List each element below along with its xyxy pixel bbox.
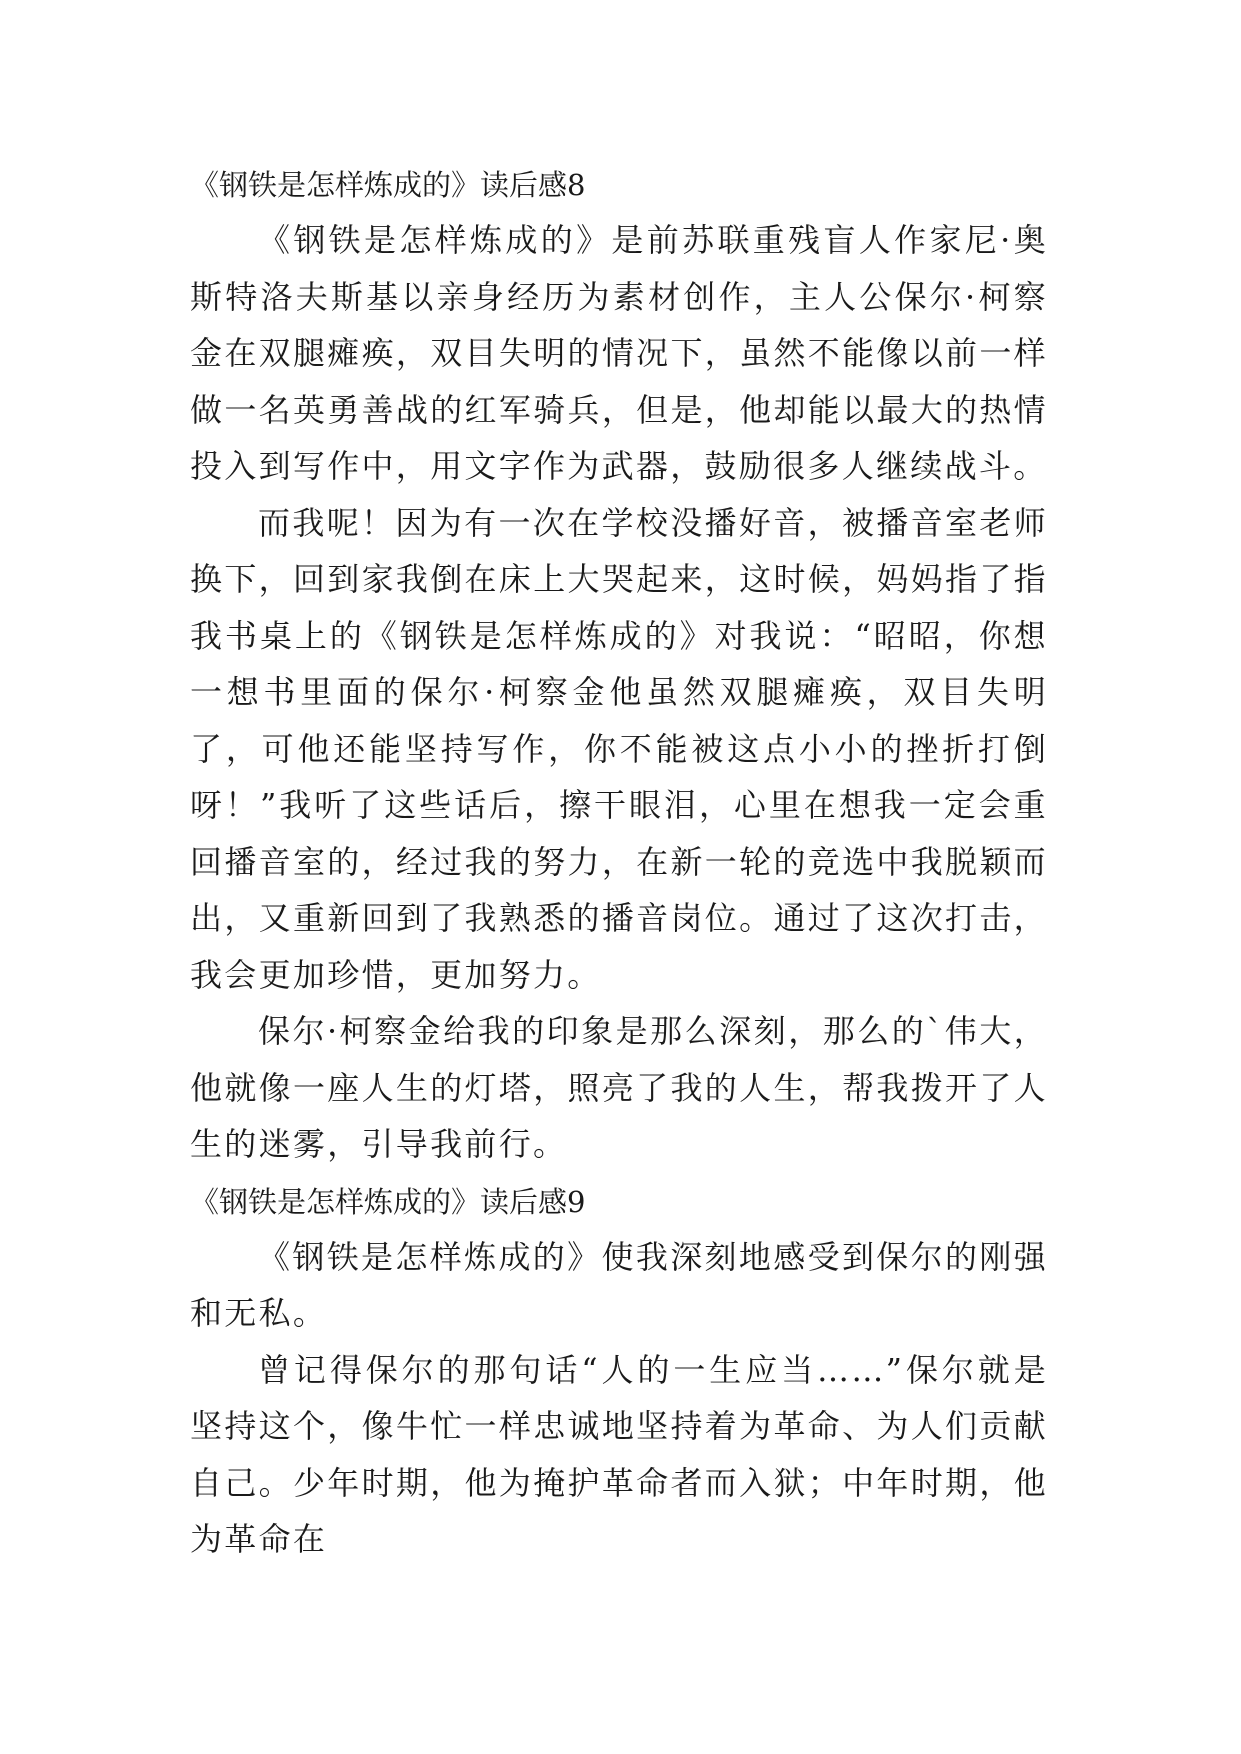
body-paragraph: 保尔·柯察金给我的印象是那么深刻，那么的`伟大，他就像一座人生的灯塔，照亮了我的人生，帮我拨开了人生的迷雾，引导我前行。 [190,1012,1048,1163]
document-body [190,158,1048,1568]
body-paragraph: 而我呢！因为有一次在学校没播好音，被播音室老师换下，回到家我倒在床上大哭起来，这时候，妈妈指了指我书桌上的《钢铁是怎样炼成的》对我说：“昭昭，你想一想书里面的保尔·柯察金他虽然双腿瘫痪，双目失明了，可他还能坚持写作，你不能被这点小小的挫折打倒呀！”我听了这些话后，擦干眼泪，心里在想我一定会重回播音室的，经过我的努力，在新一轮的竞选中我脱颖而出，又重新回到了我熟悉的播音岗位。通过了这次打击，我会更加珍惜，更加努力。 [190,503,1048,994]
body-paragraph: 曾记得保尔的那句话“人的一生应当……”保尔就是坚持这个，像牛忙一样忠诚地坚持着为革命、为人们贡献自己。少年时期，他为掩护革命者而入狱；中年时期，他为革命在 [190,1350,1048,1558]
section-heading-9: 《钢铁是怎样炼成的》读后感9 [190,1184,586,1219]
body-paragraph: 《钢铁是怎样炼成的》使我深刻地感受到保尔的刚强和无私。 [190,1237,1048,1332]
section-heading-8: 《钢铁是怎样炼成的》读后感8 [190,168,586,202]
body-paragraph: 《钢铁是怎样炼成的》是前苏联重残盲人作家尼·奥斯特洛夫斯基以亲身经历为素材创作，主人公保尔·柯察金在双腿瘫痪，双目失明的情况下，虽然不能像以前一样做一名英勇善战的红军骑兵，但是，他却能以最大的热情投入到写作中，用文字作为武器，鼓励很多人继续战斗。 [190,221,1048,485]
